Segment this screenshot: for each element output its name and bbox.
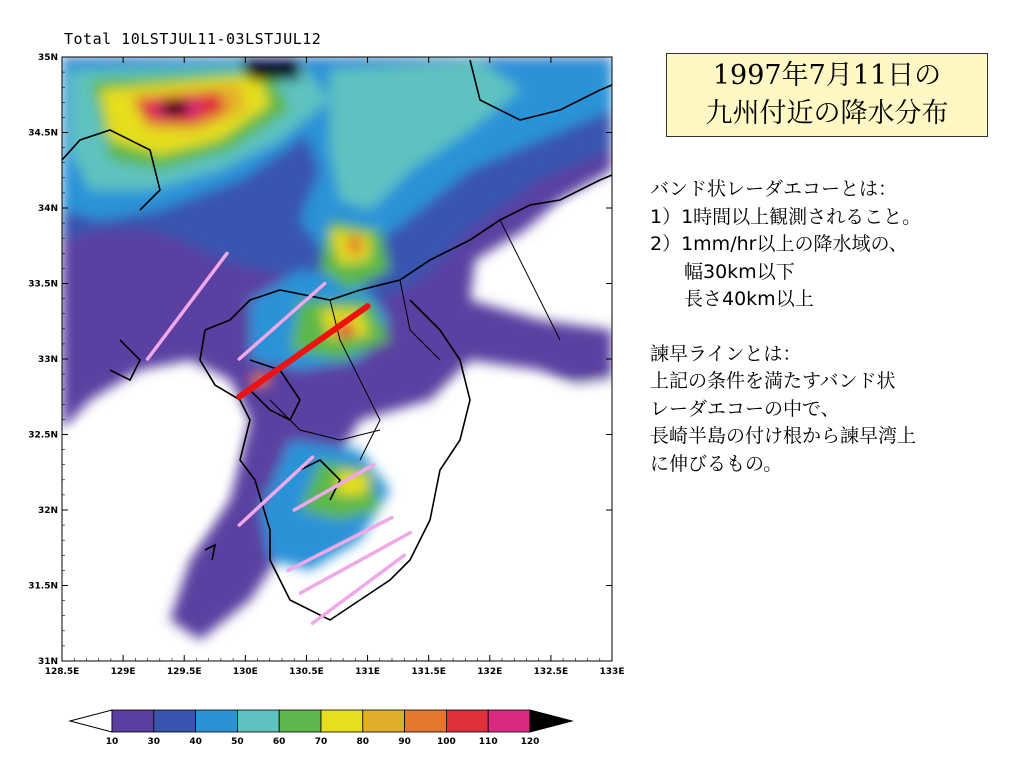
colorbar-label: 60 (272, 737, 286, 747)
x-tick-label: 128.5E (44, 667, 80, 677)
band-item-2-width: 幅30km以下 (684, 260, 795, 283)
isahaya-heading: 諫早ラインとは： (650, 342, 802, 365)
x-tick-label: 129E (110, 667, 136, 677)
band-item-1: 1）1時間以上観測されること。 (650, 205, 922, 228)
colorbar-swatch (488, 710, 530, 732)
isahaya-line-4: に伸びるもの。 (650, 452, 783, 475)
colorbar-swatch (279, 710, 321, 732)
colorbar-swatch (405, 710, 447, 732)
colorbar-swatch (321, 710, 363, 732)
band-item-2-length: 長さ40km以上 (684, 288, 814, 310)
description (650, 176, 1020, 478)
colorbar-label: 50 (231, 737, 244, 747)
title-box (666, 53, 988, 137)
colorbar-label: 70 (314, 737, 328, 747)
colorbar-label: 30 (147, 737, 161, 747)
x-tick-label: 131E (355, 667, 381, 677)
y-tick-label: 33N (37, 355, 58, 365)
colorbar-label: 120 (520, 737, 540, 747)
colorbar-high-arrow (530, 710, 572, 732)
colorbar-label: 110 (478, 737, 498, 747)
colorbar-swatch (112, 710, 154, 732)
isahaya-line-1: 上記の条件を満たすバンド状 (650, 370, 896, 392)
isahaya-line-2: レーダエコーの中で、 (650, 397, 840, 420)
y-tick-label: 35N (37, 53, 58, 63)
colorbar-label: 100 (437, 737, 456, 747)
x-tick-label: 131.5E (411, 667, 446, 677)
colorbar-swatch (196, 710, 238, 732)
y-tick-label: 32.5N (28, 430, 58, 441)
title-line-2: 九州付近の降水分布 (705, 98, 949, 129)
band-heading: バンド状レーダエコーとは： (650, 178, 898, 200)
isahaya-line-3: 長崎半島の付け根から諫早湾上 (650, 425, 917, 447)
y-tick-label: 33.5N (28, 279, 58, 290)
x-tick-label: 133E (599, 667, 625, 677)
x-tick-label: 132.5E (533, 667, 569, 677)
x-tick-label: 130E (232, 667, 258, 677)
y-tick-label: 34.5N (28, 128, 58, 139)
y-tick-label: 34N (37, 204, 58, 214)
colorbar (70, 710, 572, 747)
plot-title: Total 10LSTJUL11-03LSTJUL12 (64, 30, 322, 48)
x-tick-label: 129.5E (166, 667, 202, 677)
title-line-1: 1997年7月11日の (712, 60, 942, 91)
colorbar-label: 10 (105, 737, 119, 747)
colorbar-swatch (237, 710, 279, 732)
colorbar-swatch (446, 710, 488, 732)
colorbar-label: 40 (189, 737, 202, 747)
band-item-2: 2）1mm/hr以上の降水域の、 (650, 233, 908, 255)
colorbar-label: 90 (398, 737, 411, 747)
y-tick-label: 32N (37, 506, 58, 516)
x-tick-label: 130.5E (289, 667, 324, 677)
y-tick-label: 31N (37, 657, 58, 667)
x-tick-label: 132E (477, 667, 503, 677)
colorbar-low-arrow (70, 710, 112, 732)
colorbar-swatch (363, 710, 405, 732)
y-tick-label: 31.5N (28, 581, 58, 592)
colorbar-swatch (154, 710, 196, 732)
colorbar-label: 80 (356, 737, 370, 747)
